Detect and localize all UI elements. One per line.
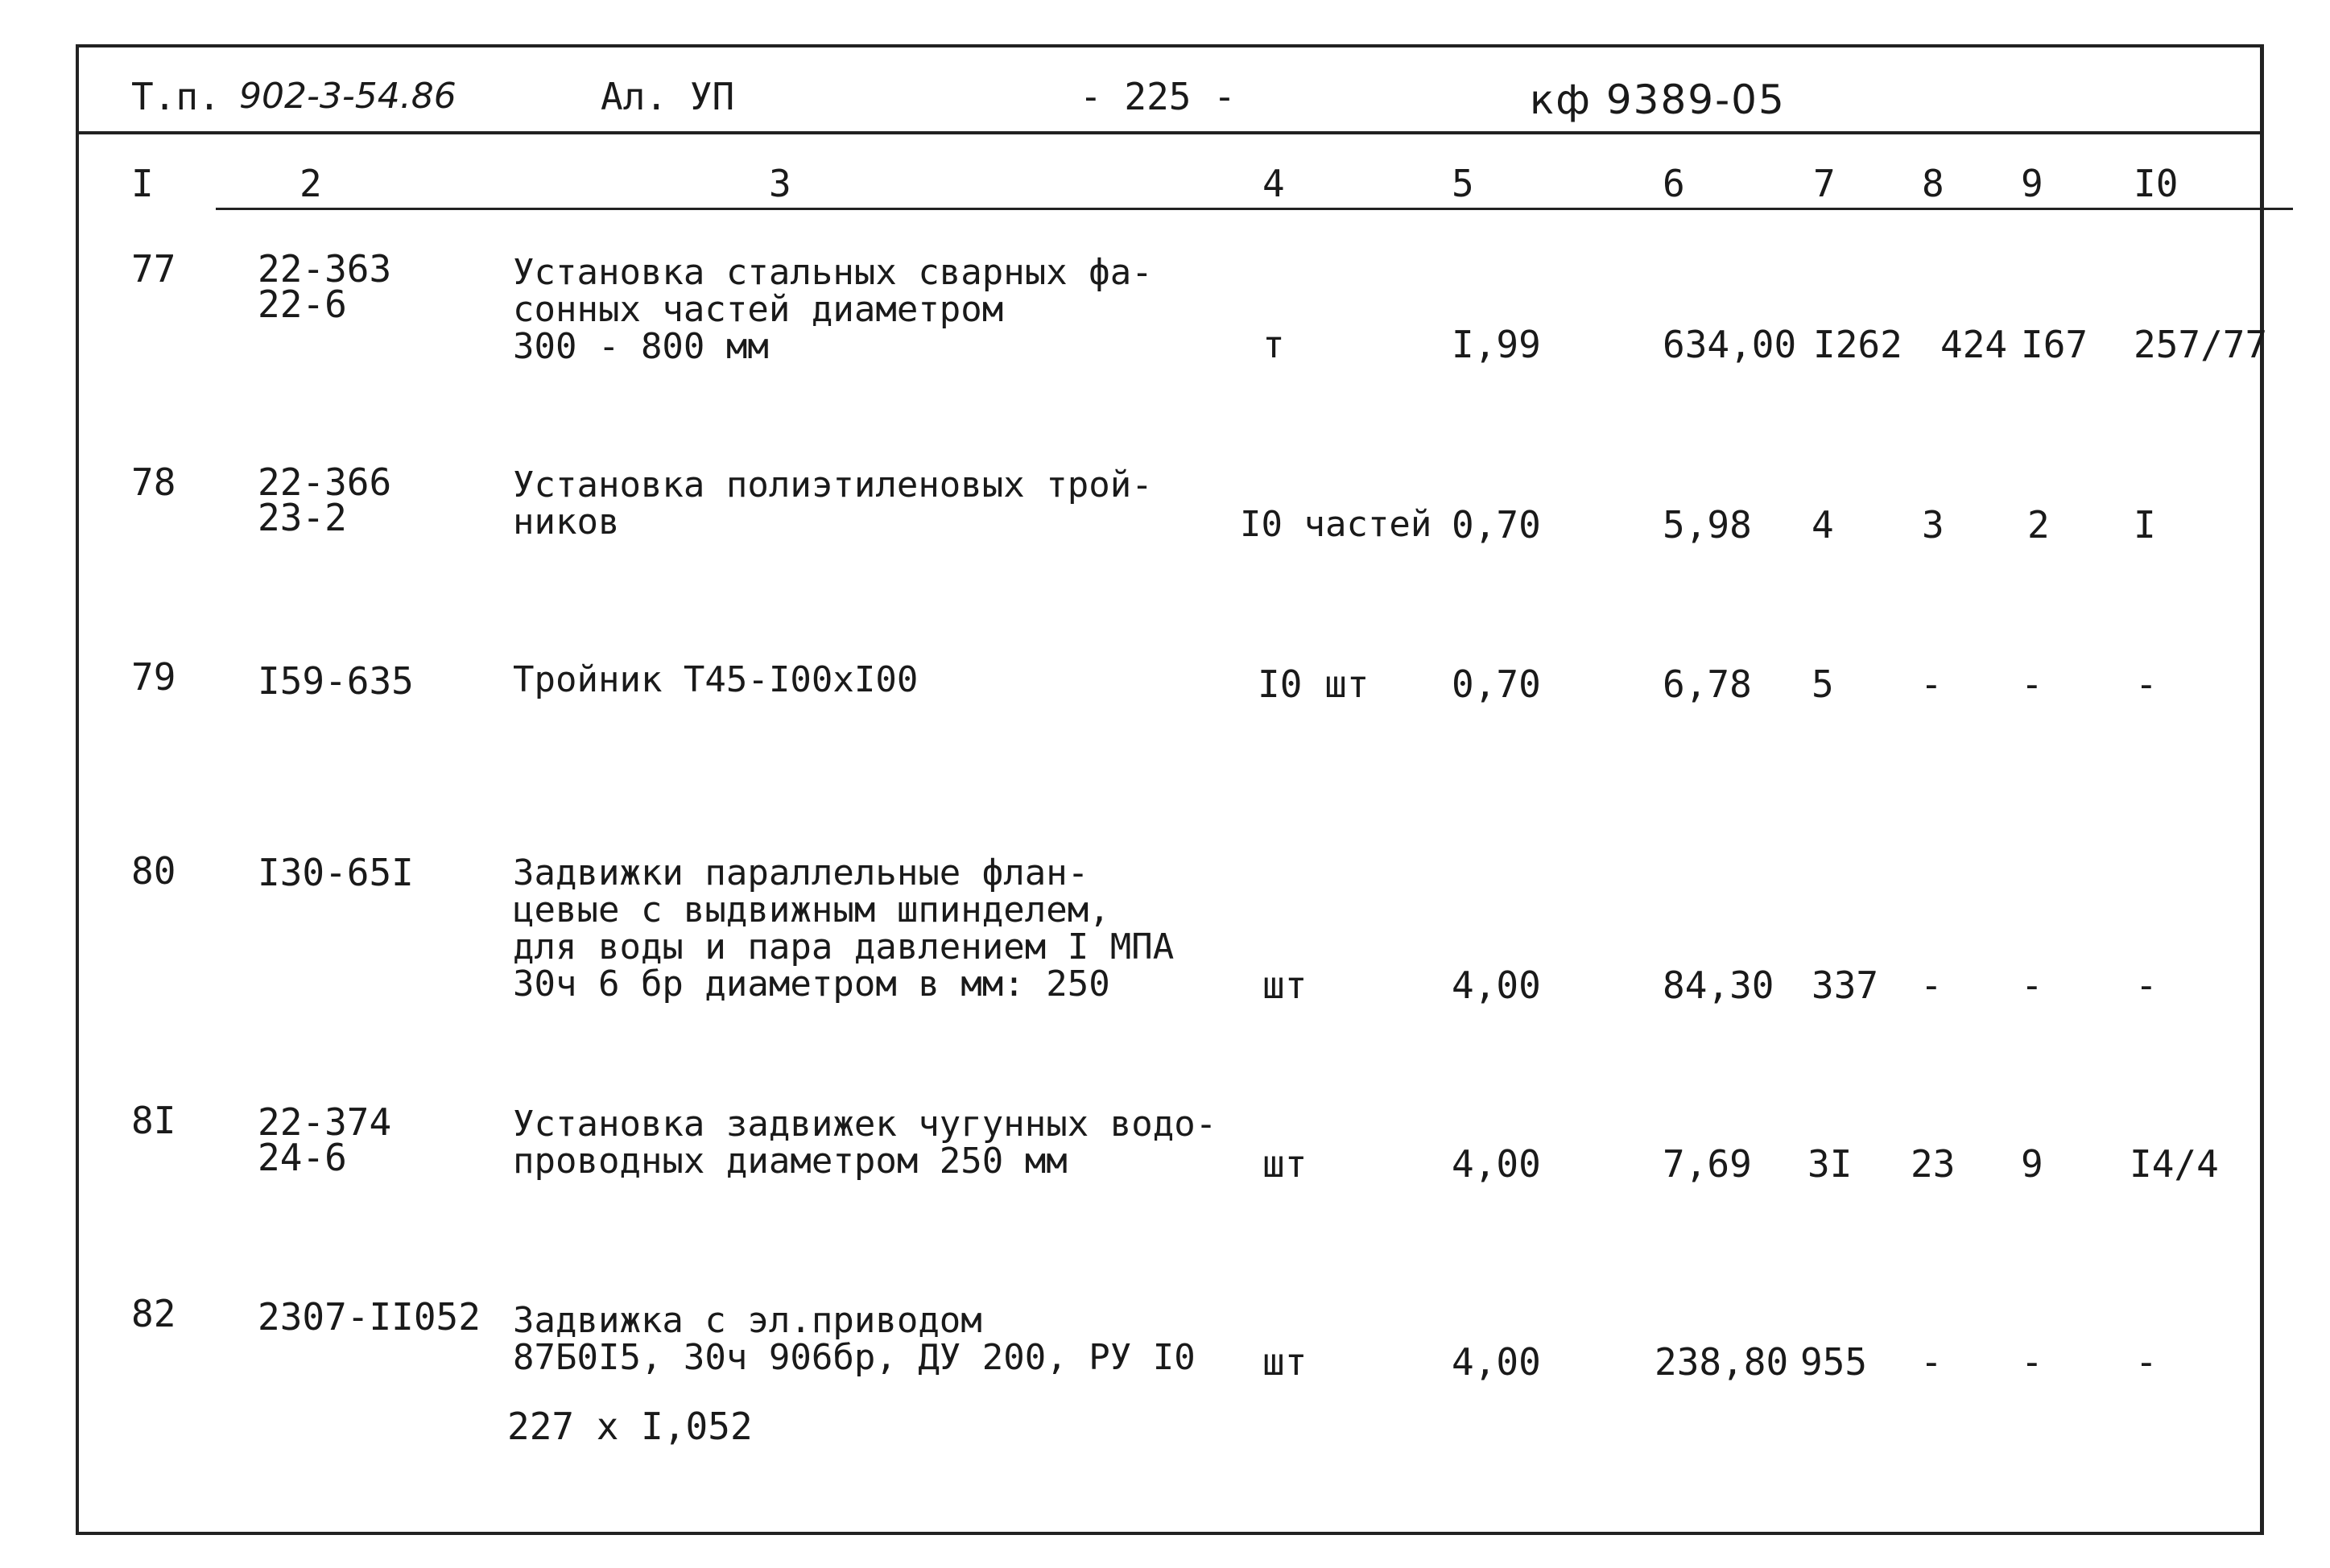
row-81-col8: 23 xyxy=(1911,1142,1956,1186)
row-81-unit: шт xyxy=(1262,1142,1308,1186)
row-77-price: 634,00 xyxy=(1663,323,1797,366)
col-10-header: I0 xyxy=(2134,162,2179,205)
col-9-header: 9 xyxy=(2021,162,2043,205)
col-8-header: 8 xyxy=(1922,162,1944,205)
col-4-header: 4 xyxy=(1262,162,1285,205)
column-header-rule xyxy=(216,208,2293,210)
row-79-price: 6,78 xyxy=(1663,662,1752,706)
row-82-col10: - xyxy=(2135,1340,2158,1384)
row-79-col9: - xyxy=(2021,662,2043,706)
row-77-code: 22-363 22-6 xyxy=(258,247,392,326)
row-82-col7: 955 xyxy=(1800,1340,1868,1384)
row-79-col8: - xyxy=(1920,662,1943,706)
row-79-number: 79 xyxy=(131,655,176,699)
col-5-header: 5 xyxy=(1452,162,1474,205)
row-78-col9: 2 xyxy=(2027,503,2050,547)
row-79-unit: I0 шт xyxy=(1258,662,1369,706)
footnote-coefficient: 227 х I,052 xyxy=(507,1405,753,1448)
col-2-header: 2 xyxy=(300,162,322,205)
row-81-col7: 3I xyxy=(1807,1142,1853,1186)
row-80-quantity: 4,00 xyxy=(1452,963,1541,1007)
row-82-col8: - xyxy=(1920,1340,1943,1384)
row-79-quantity: 0,70 xyxy=(1452,662,1541,706)
row-80-number: 80 xyxy=(131,849,176,893)
row-78-number: 78 xyxy=(131,460,176,504)
row-79-code: I59-635 xyxy=(258,659,414,703)
row-80-description: Задвижки параллельные флан- цевые с выдвижным шпинделем, для воды и пара давлением I МПА 30ч 6 бр диаметром в мм: 250 xyxy=(513,852,1175,1005)
row-81-code: 22-374 24-6 xyxy=(258,1100,392,1179)
row-80-code: I30-65I xyxy=(258,851,414,894)
row-81-col9: 9 xyxy=(2021,1142,2043,1186)
row-82-number: 82 xyxy=(131,1292,176,1335)
row-80-col8: - xyxy=(1920,963,1943,1007)
row-78-quantity: 0,70 xyxy=(1452,503,1541,547)
row-78-unit: I0 частей xyxy=(1240,504,1432,545)
row-77-number: 77 xyxy=(131,247,176,291)
series-number: 902-3-54.86 xyxy=(239,76,456,117)
row-80-col9: - xyxy=(2021,963,2043,1007)
row-79-description: Тройник Т45-I00хI00 xyxy=(513,659,919,700)
row-77-col7: I262 xyxy=(1813,323,1902,366)
header-rule xyxy=(76,131,2264,134)
row-82-unit: шт xyxy=(1262,1340,1308,1384)
row-79-col10: - xyxy=(2135,662,2158,706)
row-77-description: Установка стальных сварных фа- сонных частей диаметром 300 - 800 мм xyxy=(513,252,1153,367)
row-82-code: 2307-II052 xyxy=(258,1295,481,1339)
tp-label: Т.п. xyxy=(131,75,221,118)
row-82-col9: - xyxy=(2021,1340,2043,1384)
album-label: Ал. УП xyxy=(601,75,735,118)
row-81-number: 8I xyxy=(131,1099,176,1142)
row-81-col10: I4/4 xyxy=(2130,1142,2219,1186)
row-78-col7: 4 xyxy=(1812,503,1834,547)
col-7-header: 7 xyxy=(1813,162,1836,205)
row-77-quantity: I,99 xyxy=(1452,323,1541,366)
col-6-header: 6 xyxy=(1663,162,1685,205)
page-number: - 225 - xyxy=(1080,75,1236,118)
row-77-unit: т xyxy=(1262,323,1285,366)
row-81-price: 7,69 xyxy=(1663,1142,1752,1186)
row-78-col10: I xyxy=(2134,503,2156,547)
row-78-description: Установка полиэтиленовых трой- ников xyxy=(513,464,1153,543)
col-1-header: I xyxy=(131,162,154,205)
row-77-col10: 257/77 xyxy=(2134,323,2268,366)
row-82-description: Задвижка с эл.приводом 87Б0I5, 30ч 906бр, ДУ 200, РУ I0 xyxy=(513,1300,1196,1378)
row-80-unit: шт xyxy=(1262,963,1308,1007)
row-81-description: Установка задвижек чугунных водо- проводных диаметром 250 мм xyxy=(513,1104,1217,1182)
row-78-price: 5,98 xyxy=(1663,503,1752,547)
col-3-header: 3 xyxy=(769,162,791,205)
row-77-col9: I67 xyxy=(2021,323,2088,366)
row-80-col10: - xyxy=(2135,963,2158,1007)
row-80-price: 84,30 xyxy=(1663,963,1774,1007)
row-82-quantity: 4,00 xyxy=(1452,1340,1541,1384)
row-79-col7: 5 xyxy=(1812,662,1834,706)
row-77-col8: 424 xyxy=(1940,323,2008,366)
row-81-quantity: 4,00 xyxy=(1452,1142,1541,1186)
document-code: кф 9389-05 xyxy=(1530,76,1786,123)
row-82-price: 238,80 xyxy=(1655,1340,1789,1384)
row-80-col7: 337 xyxy=(1812,963,1879,1007)
row-78-col8: 3 xyxy=(1922,503,1944,547)
row-78-code: 22-366 23-2 xyxy=(258,460,392,539)
